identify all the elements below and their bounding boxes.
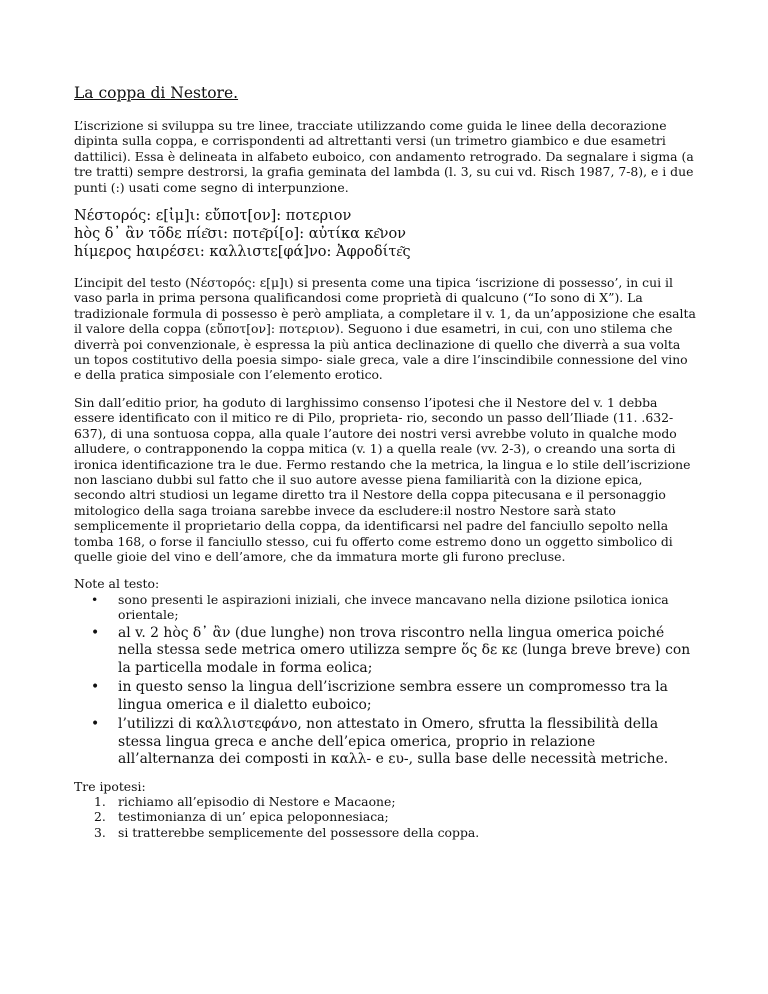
list-item [91, 679, 696, 714]
note-text: al v. 2 hὸς δ᾽ ἂν (due lunghe) non trova riscontro nella lingua omerica poiché nella stessa sede metrica omero utilizza sempre ὅς δε κε (lunga breve breve) con la particella modale in forma eolica; [118, 624, 691, 676]
bullet-icon: • [91, 624, 100, 641]
notes-list [74, 592, 696, 769]
hypothesis-text: testimonianza di un’ epica peloponnesiaca; [118, 809, 389, 825]
list-item [94, 809, 696, 825]
bullet-icon: • [91, 591, 99, 607]
list-item [91, 624, 696, 678]
bullet-icon: • [91, 679, 100, 696]
hypotheses-heading: Tre ipotesi: [74, 778, 146, 794]
commentary-paragraph-1: L’incipit del testo (Νέστορός: ε[μ]ι) si presenta come una tipica ‘iscrizione di possesso’, in cui il vaso parla in prima persona qualificandosi come proprietà di qualcuno (“Io sono di X”). La tradizionale formula di possesso è però ampliata, a completare il v. 1, da un’apposizione che esalta il valore della coppa (εὔποτ[ον]: ποτεριον). Seguono i due esametri, in cui, con uno stilema che diverrà poi convenzionale, è espressa la più antica declinazione di quello che diverrà a sua volta un topos costitutivo della poesia simpo- siale greca, vale a dire l’inscindibile connessione del vino e della pratica simposiale con l’elemento erotico. [74, 275, 696, 383]
greek-line-1: Νέστορός: ε[ἰμ]ι: εὔποτ[ον]: ποτεριον [74, 208, 352, 225]
commentary-paragraph-2: Sin dall’editio prior, ha goduto di larghissimo consenso l’ipotesi che il Nestore del v. 1 debba essere identificato con il mitico re di Pilo, proprieta- rio, secondo un passo dell’Iliade (11. .632-637), di una sontuosa coppa, alla quale l’autore dei nostri versi avrebbe voluto in qualche modo alludere, o contrapponendo la coppa mitica (v. 1) a quella reale (vv. 2-3), o creando una sorta di ironica identificazione tra le due. Fermo restando che la metrica, la lingua e lo stile dell’iscrizione non lasciano dubbi sul fatto che il suo autore avesse piena familiarità con la dizione epica, secondo altri studiosi un legame diretto tra il Nestore della coppa pitecusana e il personaggio mitologico della saga troiana sarebbe invece da escludere:il nostro Nestore sarà stato semplicemente il proprietario della coppa, da identificarsi nel padre del fanciullo sepolto nella tomba 168, o forse il fanciullo stesso, cui fu offerto come estremo dono un oggetto simbolico di quelle gioie del vino e dell’amore, che da immatura morte gli furono precluse. [74, 394, 691, 564]
hypothesis-text: richiamo all’episodio di Nestore e Macaone; [118, 793, 396, 809]
list-number: 2. [94, 809, 106, 825]
hypothesis-text: si tratterebbe semplicemente del possessore della coppa. [118, 824, 480, 840]
note-text: l’utilizzi di καλλιστεφάνο, non attestato in Omero, sfrutta la flessibilità della stessa lingua greca e anche dell’epica omerica, proprio in relazione all’alternanza dei composti in καλλ- e ευ-, sulla base delle necessità metriche. [118, 716, 669, 768]
greek-inscription [74, 207, 696, 261]
list-number: 1. [94, 793, 106, 809]
list-item [94, 793, 696, 809]
note-text: in questo senso la lingua dell’iscrizione sembra essere un compromesso tra la lingua omerica e il dialetto euboico; [118, 679, 668, 713]
intro-paragraph: L’iscrizione si sviluppa su tre linee, tracciate utilizzando come guida le linee della decorazione dipinta sulla coppa, e corrispondenti ad altrettanti versi (un trimetro giambico e due esametri dattilici). Essa è delineata in alfabeto euboico, con andamento retrogrado. Da segnalare i sigma (a tre tratti) sempre destrorsi, la grafia geminata del lambda (l. 3, su cui vd. Risch 1987, 7-8), e i due punti (:) usati come segno di interpunzione. [74, 118, 694, 195]
list-item [91, 591, 696, 623]
bullet-icon: • [91, 716, 100, 733]
greek-line-3: hίμερος hαιρέσει: καλλιστε[φά]νο: Ἀφροδίτε͂ς [74, 244, 411, 261]
note-text: sono presenti le aspirazioni iniziali, che invece mancavano nella dizione psilotica ionica orientale; [118, 591, 669, 623]
list-number: 3. [94, 824, 106, 840]
greek-line-2: hὸς δ᾽ ἂν τõδε πίε͂σι: ποτε͂ρί[ο]: αὐτίκα κε͂νον [74, 226, 406, 243]
list-item [91, 716, 696, 769]
hypotheses-list [74, 794, 696, 840]
notes-heading: Note al testo: [74, 576, 160, 592]
page-title: La coppa di Nestore. [74, 84, 239, 102]
list-item [94, 824, 696, 840]
